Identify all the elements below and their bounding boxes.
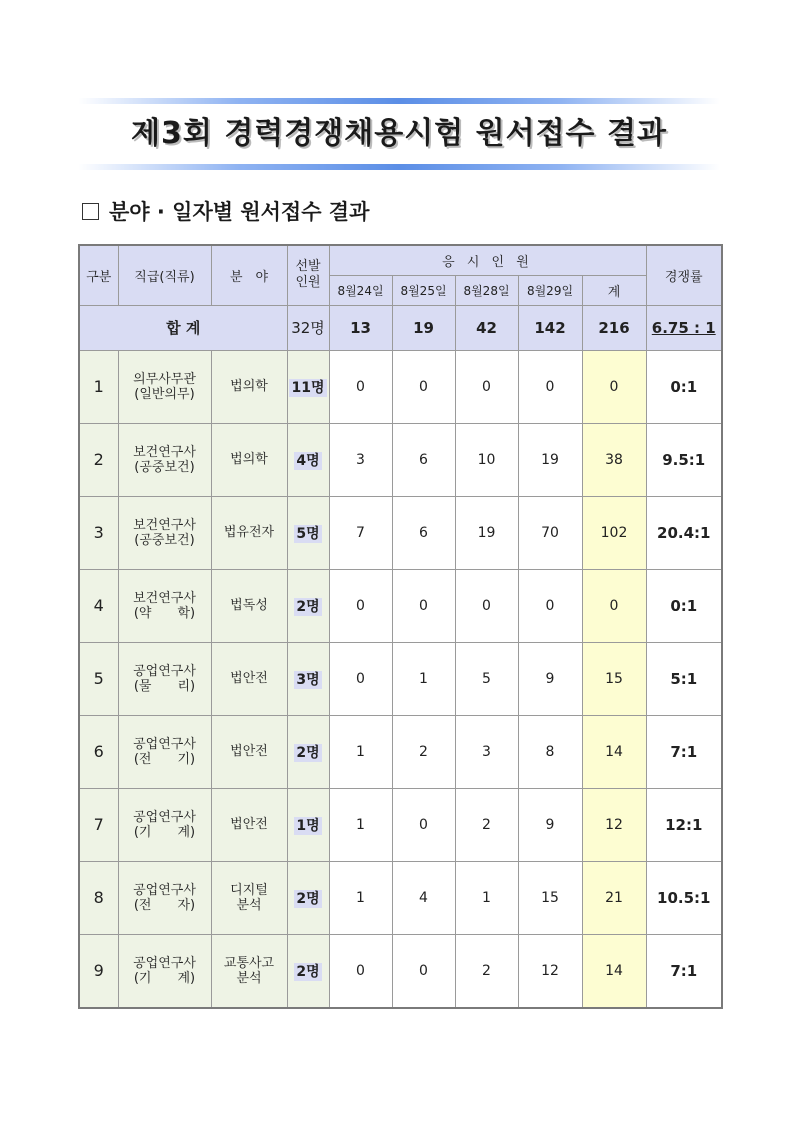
row-field xyxy=(211,569,287,642)
table-row xyxy=(79,350,722,423)
row-total: 0 xyxy=(582,350,646,423)
row-field-line: 법독성 xyxy=(230,598,268,613)
row-field-line: 법안전 xyxy=(230,744,268,759)
table-row xyxy=(79,934,722,1008)
row-total: 0 xyxy=(582,569,646,642)
row-grade xyxy=(118,715,211,788)
row-ratio: 7:1 xyxy=(646,934,722,1008)
row-daily-count: 0 xyxy=(329,642,392,715)
row-number: 7 xyxy=(79,788,118,861)
row-field-line: 법의학 xyxy=(230,379,268,394)
row-total: 14 xyxy=(582,715,646,788)
summary-quota: 32명 xyxy=(287,305,329,350)
summary-daily: 42 xyxy=(455,305,518,350)
row-number: 1 xyxy=(79,350,118,423)
checkbox-square-icon xyxy=(82,203,99,220)
row-daily-count: 19 xyxy=(455,496,518,569)
row-daily-count: 0 xyxy=(518,350,582,423)
row-quota: 11명 xyxy=(291,379,325,396)
row-quota: 2명 xyxy=(296,598,320,615)
title-top-bar xyxy=(78,98,720,104)
summary-row xyxy=(79,305,722,350)
row-field-line: 분석 xyxy=(236,970,262,986)
row-field-line: 법안전 xyxy=(230,671,268,686)
header-date: 8월25일 xyxy=(392,275,455,305)
row-ratio: 12:1 xyxy=(646,788,722,861)
page-title: 제3회 경력경쟁채용시험 원서접수 결과 xyxy=(131,116,667,151)
header-date: 8월28일 xyxy=(455,275,518,305)
row-daily-count: 19 xyxy=(518,423,582,496)
row-number: 5 xyxy=(79,642,118,715)
row-ratio: 20.4:1 xyxy=(646,496,722,569)
header-total: 계 xyxy=(582,275,646,305)
row-grade-line: (기 계) xyxy=(133,824,196,840)
row-ratio: 7:1 xyxy=(646,715,722,788)
section-title: 분야 · 일자별 원서접수 결과 xyxy=(109,200,370,224)
row-grade-line: (약 학) xyxy=(133,605,196,621)
header-grade: 직급(직류) xyxy=(118,245,211,305)
row-quota-cell xyxy=(287,496,329,569)
row-daily-count: 0 xyxy=(392,934,455,1008)
summary-daily: 13 xyxy=(329,305,392,350)
row-grade xyxy=(118,788,211,861)
row-daily-count: 7 xyxy=(329,496,392,569)
table-row xyxy=(79,496,722,569)
row-ratio: 10.5:1 xyxy=(646,861,722,934)
row-field-line: 법안전 xyxy=(230,817,268,832)
row-daily-count: 3 xyxy=(455,715,518,788)
row-daily-count: 3 xyxy=(329,423,392,496)
row-field-line: 교통사고 xyxy=(223,955,275,971)
row-field xyxy=(211,642,287,715)
row-grade xyxy=(118,496,211,569)
row-daily-count: 0 xyxy=(392,569,455,642)
row-field xyxy=(211,423,287,496)
row-quota-cell xyxy=(287,569,329,642)
row-field-line: 법유전자 xyxy=(223,525,275,540)
row-quota-cell xyxy=(287,423,329,496)
header-ratio: 경쟁률 xyxy=(646,245,722,305)
row-quota-cell xyxy=(287,861,329,934)
title-bottom-bar xyxy=(78,164,720,170)
row-quota-cell xyxy=(287,788,329,861)
row-daily-count: 8 xyxy=(518,715,582,788)
row-daily-count: 9 xyxy=(518,788,582,861)
row-total: 14 xyxy=(582,934,646,1008)
table-row xyxy=(79,788,722,861)
row-daily-count: 70 xyxy=(518,496,582,569)
row-quota-cell xyxy=(287,934,329,1008)
header-field: 분 야 xyxy=(211,245,287,305)
row-number: 6 xyxy=(79,715,118,788)
header-date: 8월29일 xyxy=(518,275,582,305)
row-daily-count: 0 xyxy=(329,350,392,423)
row-ratio: 5:1 xyxy=(646,642,722,715)
table-row xyxy=(79,642,722,715)
row-ratio: 0:1 xyxy=(646,569,722,642)
row-grade-line: 보건연구사 xyxy=(133,517,196,533)
summary-label: 합 계 xyxy=(79,305,287,350)
row-total: 15 xyxy=(582,642,646,715)
row-grade xyxy=(118,350,211,423)
row-quota: 4명 xyxy=(296,452,320,469)
row-daily-count: 9 xyxy=(518,642,582,715)
row-field-line: 분석 xyxy=(236,897,262,913)
row-quota: 2명 xyxy=(296,963,320,980)
row-total: 38 xyxy=(582,423,646,496)
summary-ratio-cell xyxy=(646,305,722,350)
row-daily-count: 1 xyxy=(329,715,392,788)
row-daily-count: 6 xyxy=(392,423,455,496)
row-quota: 1명 xyxy=(296,817,320,834)
row-grade-line: (일반의무) xyxy=(134,386,195,402)
row-total: 21 xyxy=(582,861,646,934)
row-grade xyxy=(118,934,211,1008)
section-heading xyxy=(82,196,369,226)
row-daily-count: 1 xyxy=(329,861,392,934)
row-grade-line: (공중보건) xyxy=(134,532,195,548)
header-category: 구분 xyxy=(79,245,118,305)
row-daily-count: 10 xyxy=(455,423,518,496)
row-number: 3 xyxy=(79,496,118,569)
row-total: 12 xyxy=(582,788,646,861)
row-quota: 2명 xyxy=(296,744,320,761)
row-ratio: 9.5:1 xyxy=(646,423,722,496)
table-row xyxy=(79,423,722,496)
row-number: 9 xyxy=(79,934,118,1008)
row-ratio: 0:1 xyxy=(646,350,722,423)
table-row xyxy=(79,861,722,934)
row-daily-count: 12 xyxy=(518,934,582,1008)
row-grade-line: (공중보건) xyxy=(134,459,195,475)
row-daily-count: 2 xyxy=(392,715,455,788)
summary-daily: 142 xyxy=(518,305,582,350)
row-number: 4 xyxy=(79,569,118,642)
row-daily-count: 2 xyxy=(455,934,518,1008)
header-applicants: 응 시 인 원 xyxy=(329,245,646,275)
summary-ratio: 6.75 : 1 xyxy=(651,318,716,337)
row-quota-cell xyxy=(287,350,329,423)
row-daily-count: 6 xyxy=(392,496,455,569)
row-quota: 2명 xyxy=(296,890,320,907)
row-grade-line: 보건연구사 xyxy=(133,444,196,460)
row-field xyxy=(211,788,287,861)
row-grade xyxy=(118,861,211,934)
row-grade-line: 의무사무관 xyxy=(133,371,196,387)
row-field xyxy=(211,934,287,1008)
row-number: 8 xyxy=(79,861,118,934)
row-grade-line: (전 기) xyxy=(133,751,196,767)
row-grade-line: (기 계) xyxy=(133,970,196,986)
row-grade-line: 공업연구사 xyxy=(133,882,196,898)
row-quota: 3명 xyxy=(296,671,320,688)
title-banner xyxy=(78,98,720,170)
row-field-line: 디지털 xyxy=(230,882,268,898)
row-daily-count: 0 xyxy=(455,350,518,423)
row-total: 102 xyxy=(582,496,646,569)
header-quota: 선발 인원 xyxy=(287,245,329,305)
table-row xyxy=(79,715,722,788)
row-grade-line: 공업연구사 xyxy=(133,663,196,679)
row-daily-count: 1 xyxy=(392,642,455,715)
row-daily-count: 0 xyxy=(329,934,392,1008)
results-table xyxy=(78,244,723,1009)
row-daily-count: 5 xyxy=(455,642,518,715)
row-daily-count: 0 xyxy=(518,569,582,642)
row-field xyxy=(211,861,287,934)
row-field xyxy=(211,350,287,423)
row-grade-line: 공업연구사 xyxy=(133,809,196,825)
row-grade-line: 공업연구사 xyxy=(133,955,196,971)
row-grade-line: (전 자) xyxy=(133,897,196,913)
row-daily-count: 1 xyxy=(329,788,392,861)
row-quota-cell xyxy=(287,642,329,715)
row-grade-line: (물 리) xyxy=(133,678,196,694)
row-field xyxy=(211,496,287,569)
row-number: 2 xyxy=(79,423,118,496)
row-daily-count: 1 xyxy=(455,861,518,934)
row-grade-line: 공업연구사 xyxy=(133,736,196,752)
summary-total: 216 xyxy=(582,305,646,350)
row-daily-count: 0 xyxy=(392,350,455,423)
row-grade xyxy=(118,423,211,496)
row-daily-count: 4 xyxy=(392,861,455,934)
summary-daily: 19 xyxy=(392,305,455,350)
row-daily-count: 15 xyxy=(518,861,582,934)
row-grade-line: 보건연구사 xyxy=(133,590,196,606)
row-grade xyxy=(118,642,211,715)
header-date: 8월24일 xyxy=(329,275,392,305)
row-field-line: 법의학 xyxy=(230,452,268,467)
row-daily-count: 0 xyxy=(392,788,455,861)
row-daily-count: 2 xyxy=(455,788,518,861)
row-daily-count: 0 xyxy=(455,569,518,642)
table-row xyxy=(79,569,722,642)
row-quota: 5명 xyxy=(296,525,320,542)
row-daily-count: 0 xyxy=(329,569,392,642)
row-quota-cell xyxy=(287,715,329,788)
row-grade xyxy=(118,569,211,642)
row-field xyxy=(211,715,287,788)
